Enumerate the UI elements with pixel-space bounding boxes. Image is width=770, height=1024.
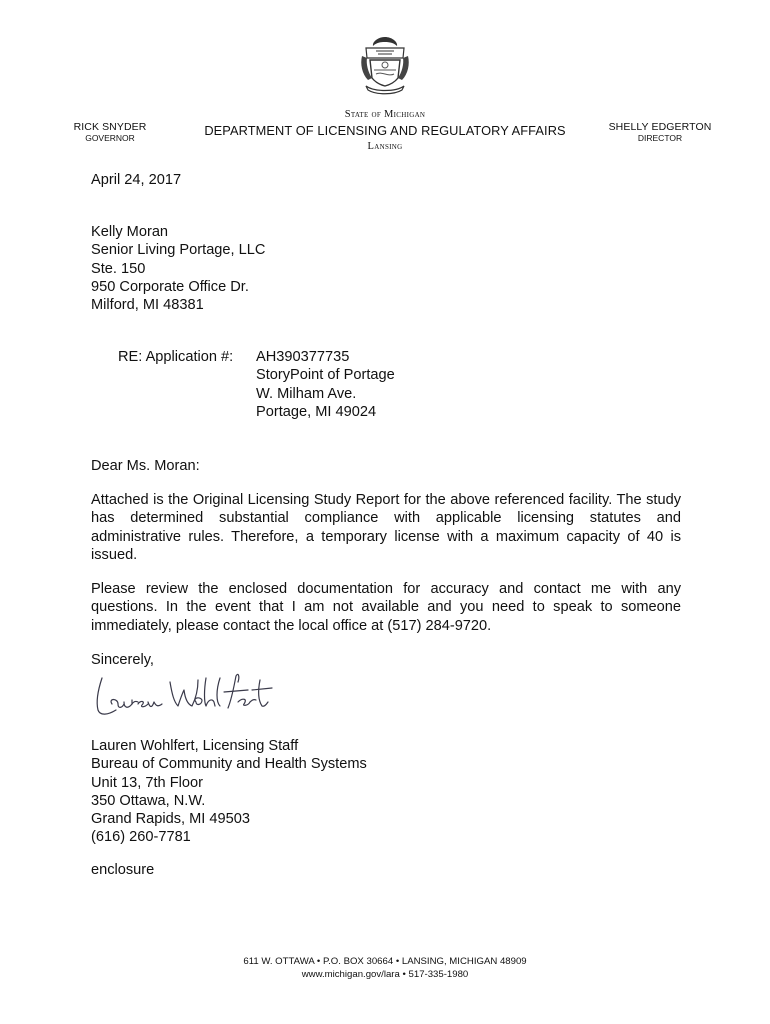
enclosure-note: enclosure — [91, 862, 155, 878]
footer — [0, 955, 770, 981]
closing: Sincerely, — [91, 652, 154, 668]
sender-line: Bureau of Community and Health Systems — [91, 756, 367, 773]
michigan-state-seal-icon — [356, 34, 414, 96]
department-name: DEPARTMENT OF LICENSING AND REGULATORY AFFAIRS — [204, 123, 566, 138]
letter-date: April 24, 2017 — [91, 172, 182, 188]
re-line: W. Milham Ave. — [256, 385, 357, 402]
governor-title: GOVERNOR — [85, 133, 135, 143]
recipient-line: Kelly Moran — [91, 224, 169, 240]
re-label: RE: Application #: — [118, 349, 234, 365]
recipient-address — [91, 223, 681, 314]
body-paragraph: Attached is the Original Licensing Study Report for the above referenced facility. The study has determined substantial compliance with applicable licensing statutes and administrative rules. Therefore, a temporary license with a maximum capacity of 40 is issued. — [91, 492, 681, 563]
director-block — [598, 121, 722, 144]
recipient-line: 950 Corporate Office Dr. — [91, 278, 249, 295]
re-line: Portage, MI 49024 — [256, 403, 377, 420]
sender-line: Unit 13, 7th Floor — [91, 774, 203, 791]
sender-line: 350 Ottawa, N.W. — [91, 792, 206, 809]
re-line: AH390377735 — [256, 349, 350, 365]
governor-block — [62, 121, 158, 144]
salutation: Dear Ms. Moran: — [91, 458, 200, 474]
recipient-line: Ste. 150 — [91, 260, 146, 277]
state-name: State of Michigan — [344, 109, 426, 120]
body-paragraph: Please review the enclosed documentation for accuracy and contact me with any questions. In the event that I am not available and you need to speak to someone immediately, please contact the local office at (517) 284-9720. — [91, 581, 681, 634]
sender-line: (616) 260-7781 — [91, 829, 191, 846]
department-header — [180, 108, 590, 153]
footer-address: 611 W. OTTAWA • P.O. BOX 30664 • LANSING, MICHIGAN 48909 — [243, 956, 527, 967]
re-line: StoryPoint of Portage — [256, 367, 395, 384]
sender-line: Lauren Wohlfert, Licensing Staff — [91, 738, 299, 754]
city-name: Lansing — [367, 141, 403, 152]
sender-block — [91, 737, 681, 847]
director-name: SHELLY EDGERTON — [608, 121, 712, 133]
handwritten-signature — [88, 668, 278, 724]
footer-contact: www.michigan.gov/lara • 517-335-1980 — [301, 969, 469, 980]
recipient-line: Milford, MI 48381 — [91, 297, 204, 314]
director-title: DIRECTOR — [637, 133, 683, 143]
recipient-line: Senior Living Portage, LLC — [91, 242, 266, 259]
sender-line: Grand Rapids, MI 49503 — [91, 811, 250, 828]
governor-name: RICK SNYDER — [73, 121, 147, 133]
re-details — [256, 348, 395, 421]
